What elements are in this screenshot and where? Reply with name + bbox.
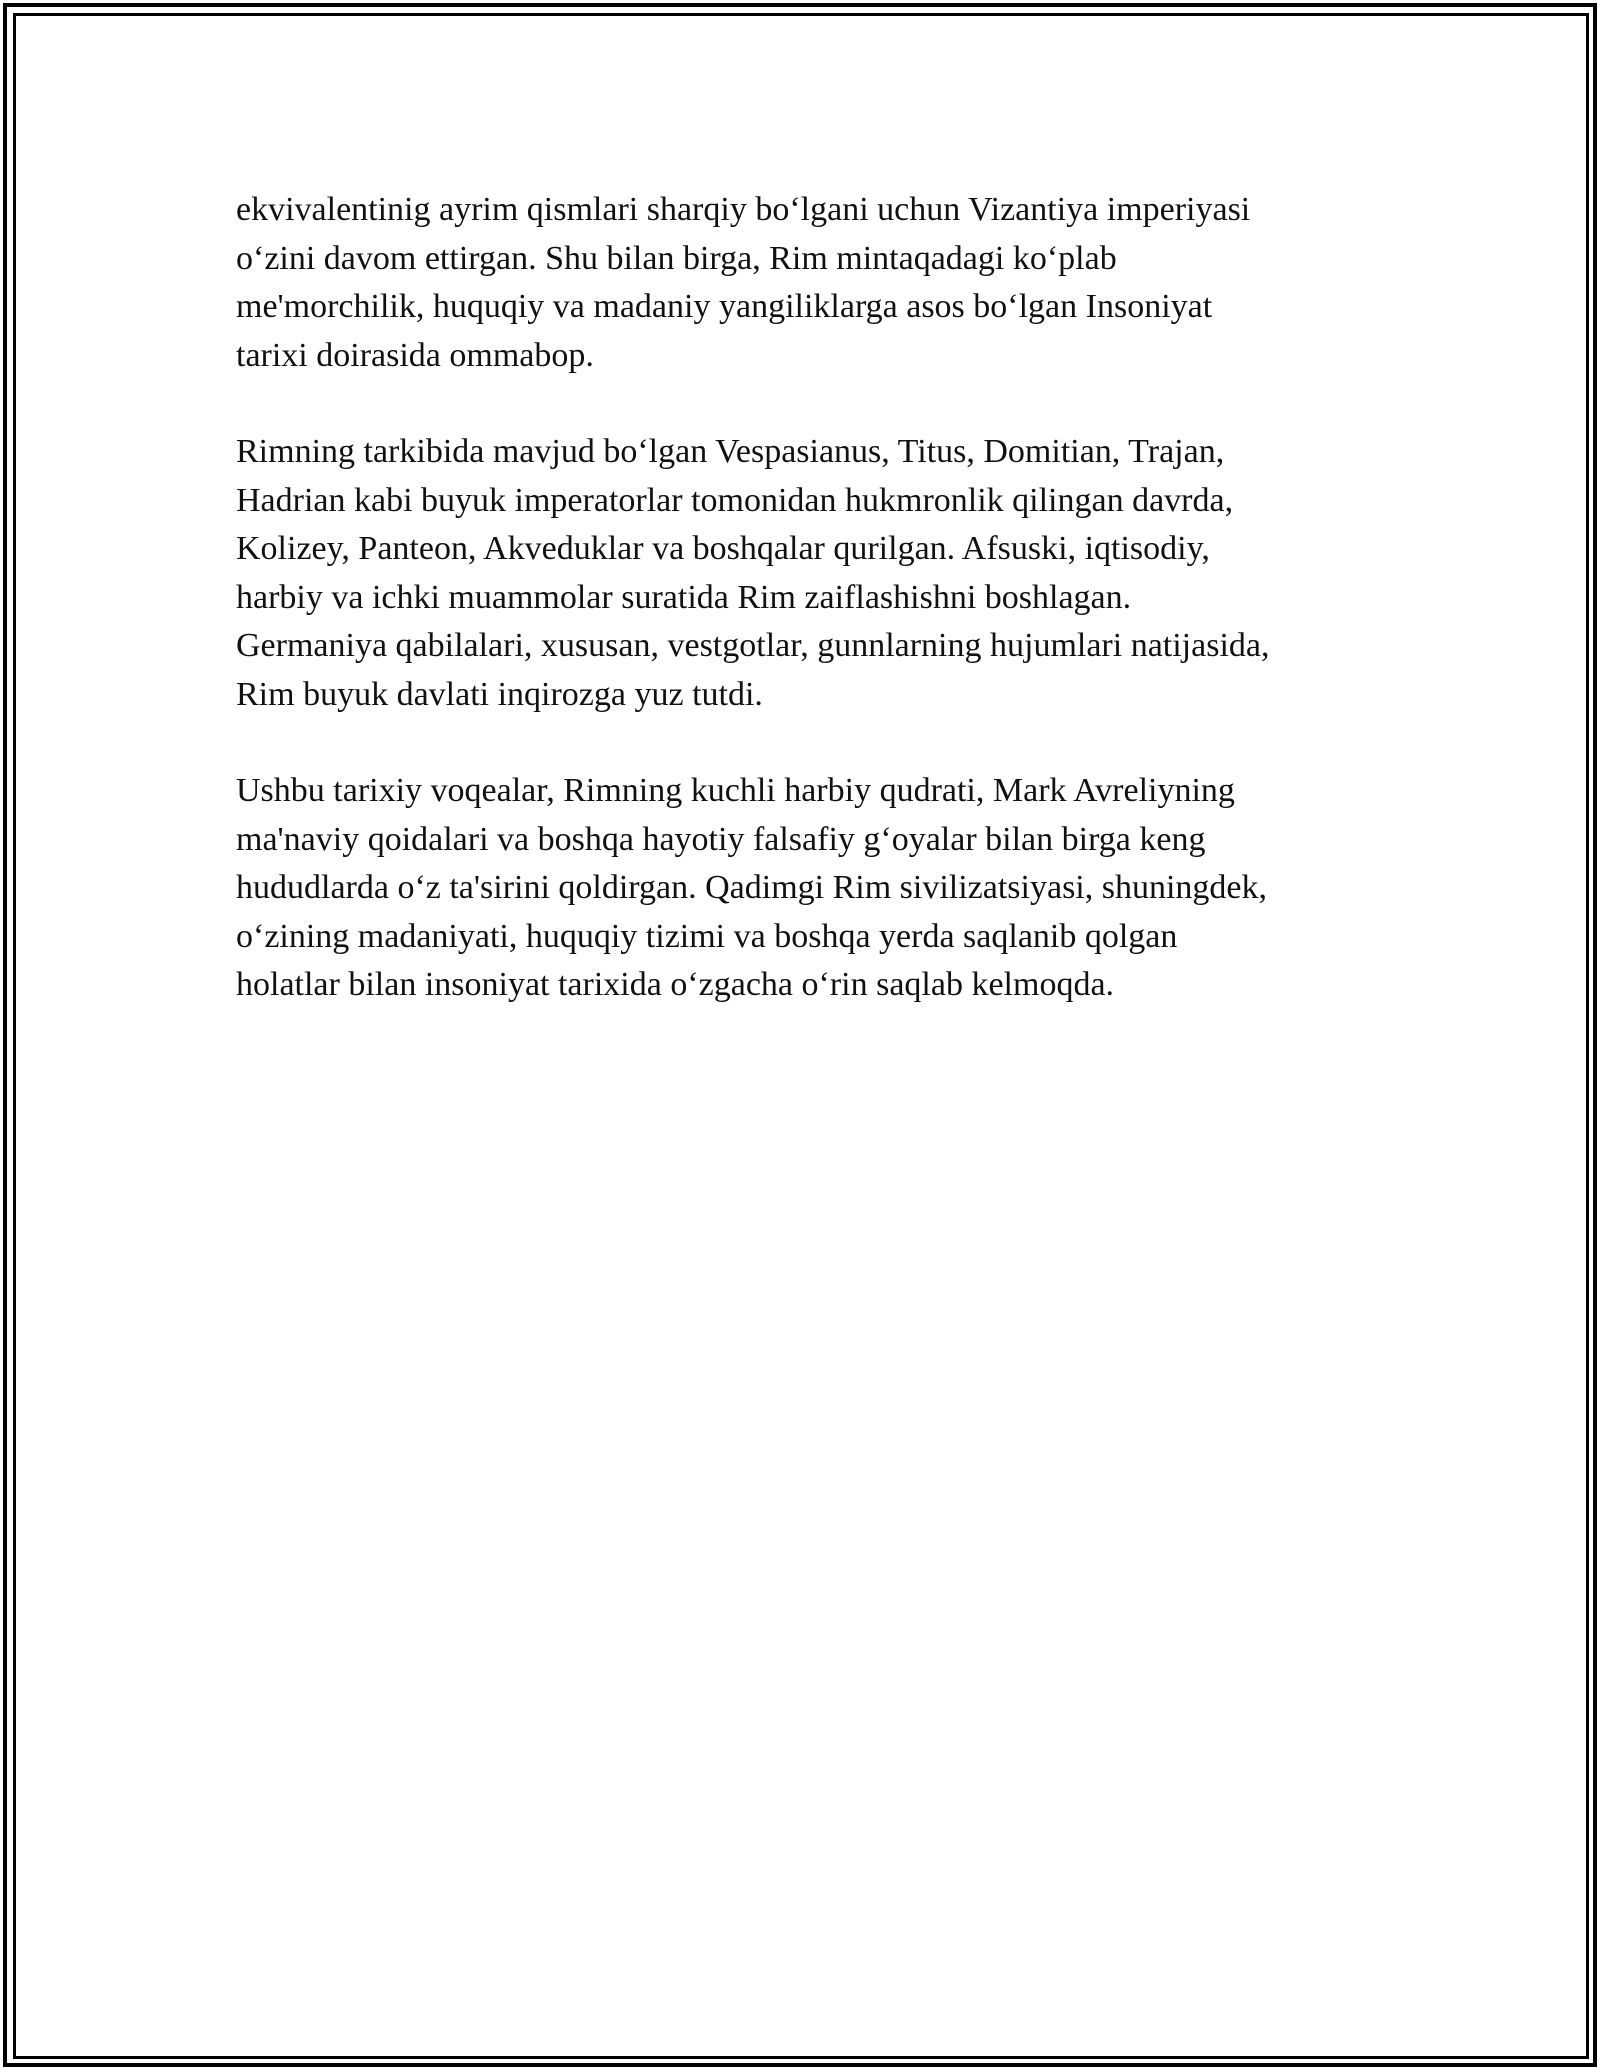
text-line: tarixi doirasida ommabop. xyxy=(236,336,594,374)
text-line: Rimning tarkibida mavjud bo‘lgan Vespasianus, Titus, Domitian, Trajan, xyxy=(236,433,1225,470)
text-line: holatlar bilan insoniyat tarixida o‘zgacha o‘rin saqlab kelmoqda. xyxy=(236,966,1115,1003)
document-body xyxy=(236,186,1366,1058)
text-line: hududlarda o‘z ta'sirini qoldirgan. Qadimgi Rim sivilizatsiyasi, shuningdek, xyxy=(236,869,1268,906)
text-line: ma'naviy qoidalari va boshqa hayotiy falsafiy g‘oyalar bilan birga keng xyxy=(236,820,1206,858)
text-line: Kolizey, Panteon, Akveduklar va boshqalar qurilgan. Afsuski, iqtisodiy, xyxy=(236,530,1210,567)
text-line: Hadrian kabi buyuk imperatorlar tomonidan hukmronlik qilingan davrda, xyxy=(236,481,1234,519)
text-line: Germaniya qabilalari, xususan, vestgotlar, gunnlarning hujumlari natijasida, xyxy=(236,627,1270,664)
text-line: me'morchilik, huquqiy va madaniy yangiliklarga asos bo‘lgan Insoniyat xyxy=(236,288,1213,325)
paragraph-3 xyxy=(236,767,1366,1010)
paragraph-1 xyxy=(236,186,1366,380)
text-line: harbiy va ichki muammolar suratida Rim zaiflashishni boshlagan. xyxy=(236,578,1132,616)
text-line: Rim buyuk davlati inqirozga yuz tutdi. xyxy=(236,675,763,713)
text-line: o‘zining madaniyati, huquqiy tizimi va boshqa yerda saqlanib qolgan xyxy=(236,917,1178,955)
paragraph-2 xyxy=(236,428,1366,719)
text-line: o‘zini davom ettirgan. Shu bilan birga, Rim mintaqadagi ko‘plab xyxy=(236,239,1117,277)
text-line: ekvivalentinig ayrim qismlari sharqiy bo‘lgani uchun Vizantiya imperiyasi xyxy=(236,191,1251,228)
text-line: Ushbu tarixiy voqealar, Rimning kuchli harbiy qudrati, Mark Avreliyning xyxy=(236,772,1235,809)
